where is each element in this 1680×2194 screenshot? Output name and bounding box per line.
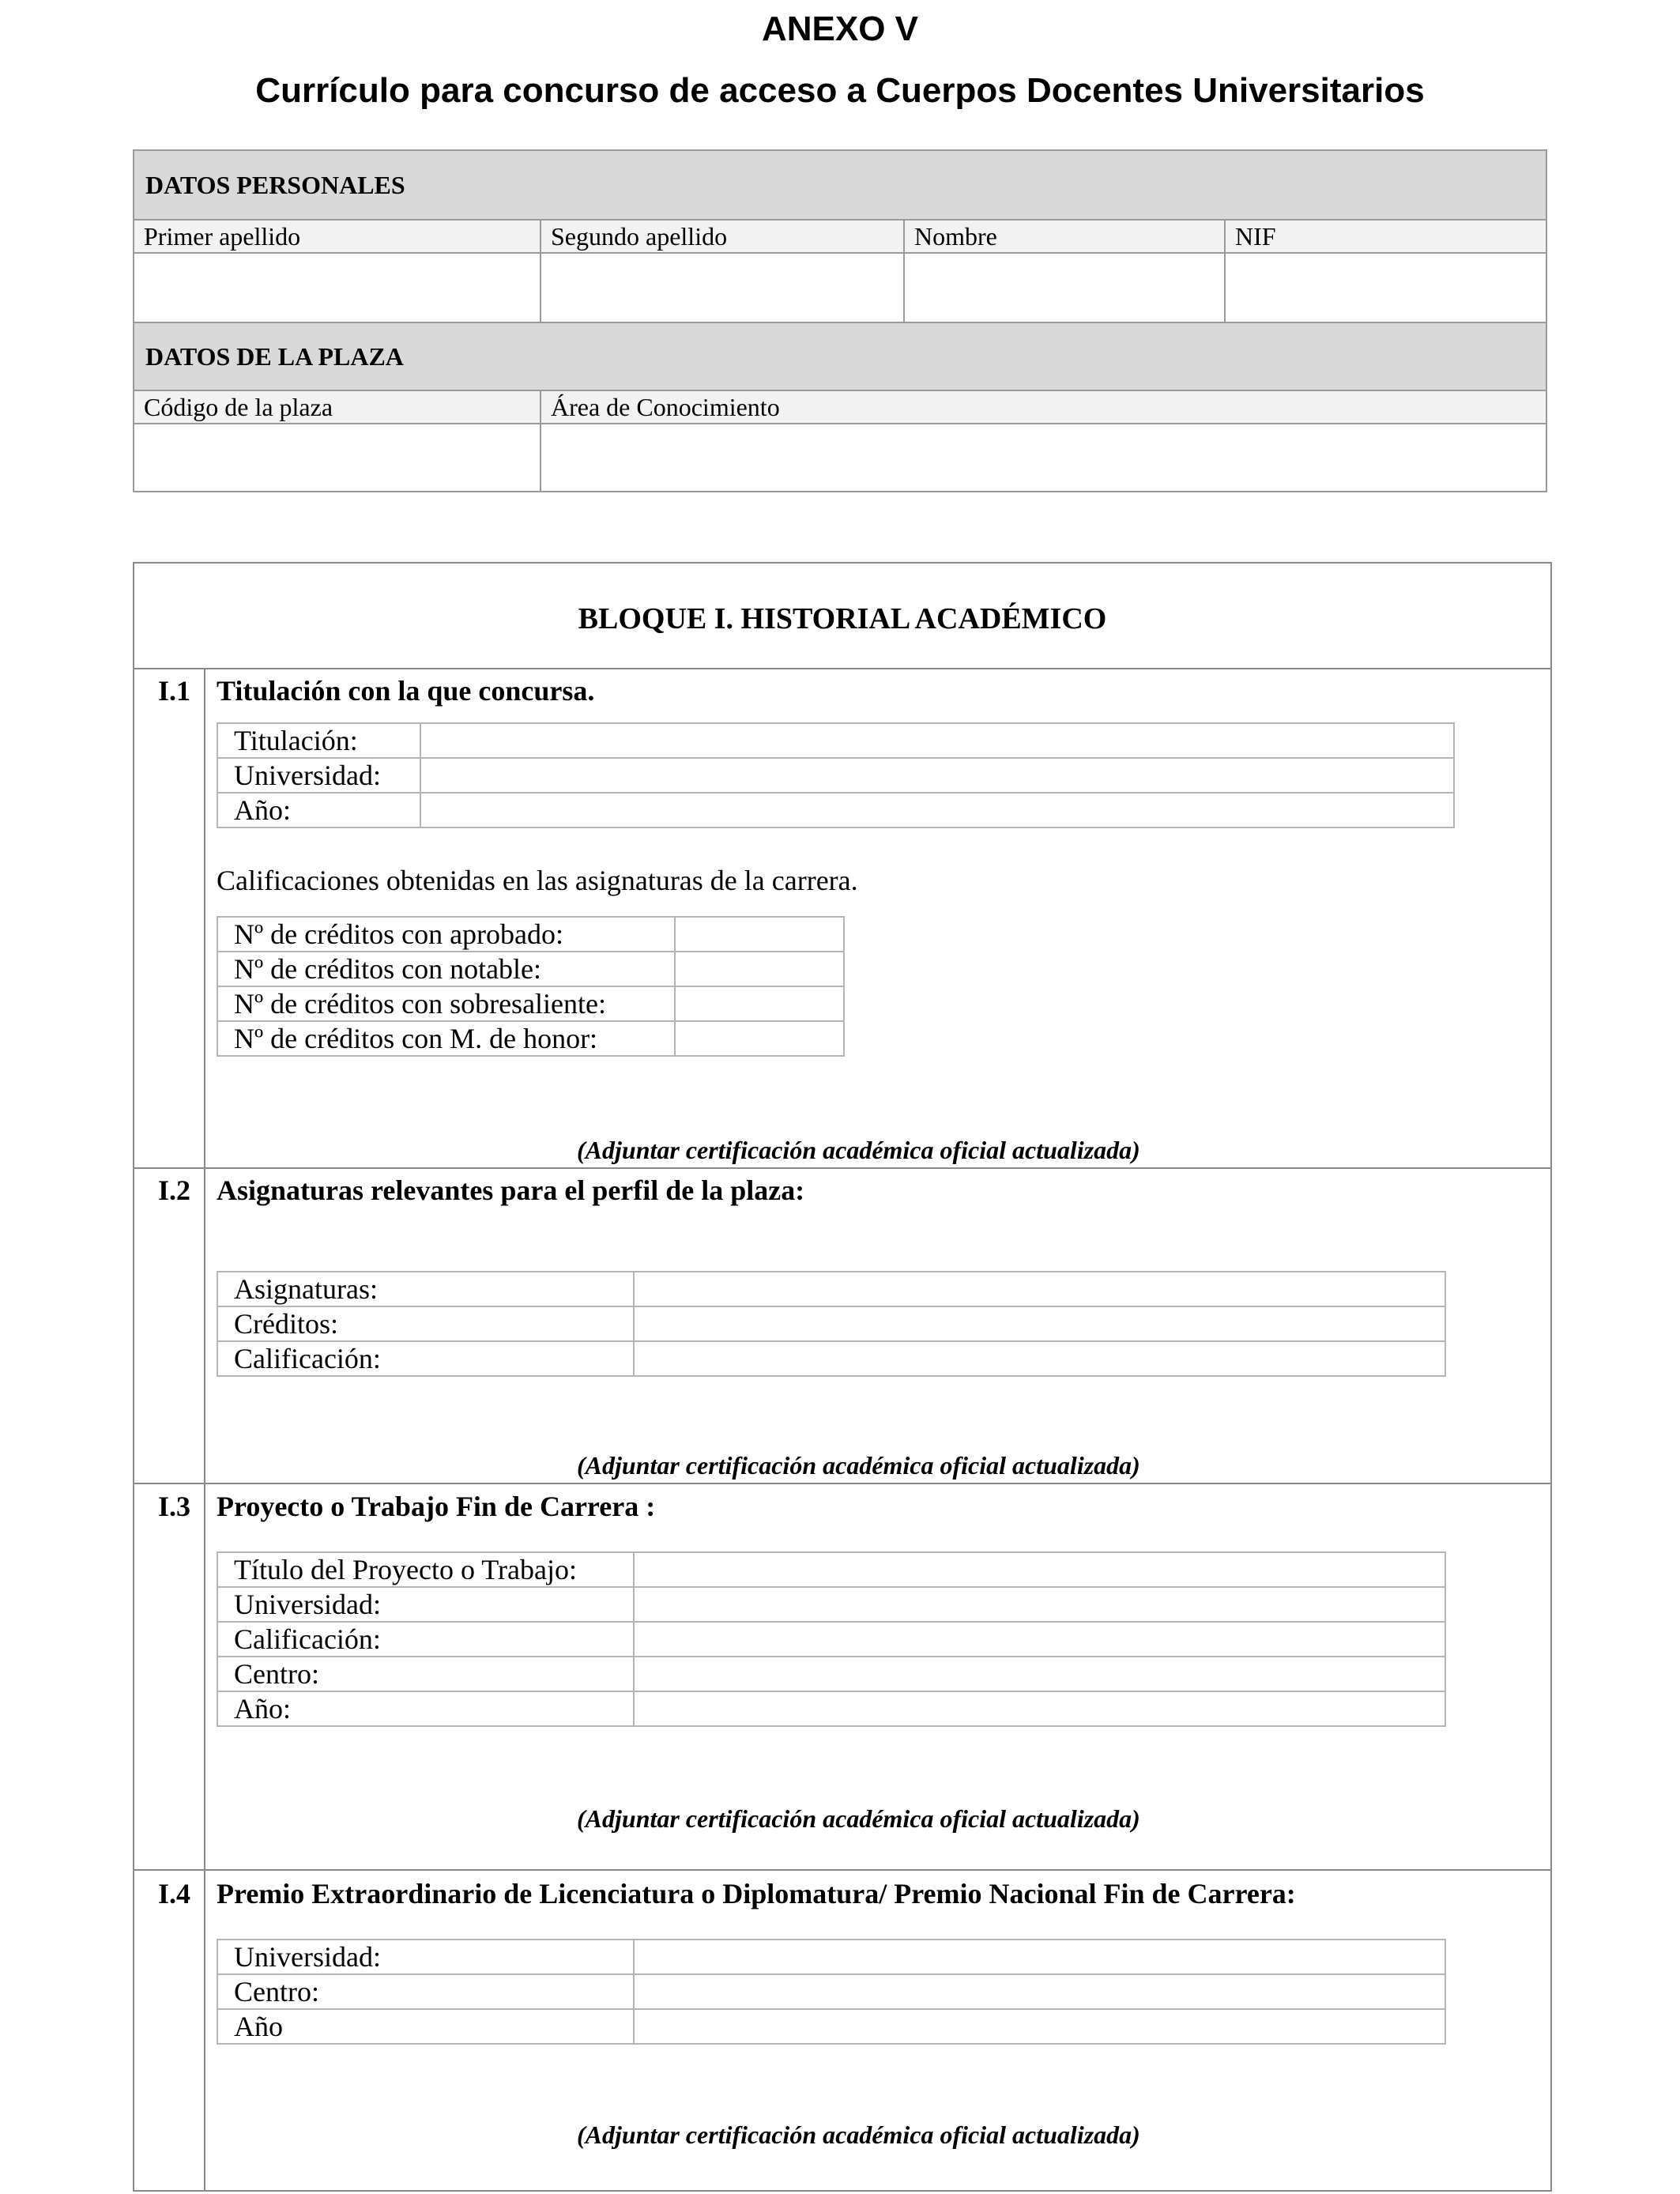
second-surname-field[interactable]: [541, 254, 905, 322]
row-label: Nº de créditos con M. de honor:: [217, 1021, 675, 1056]
section-number: I.1: [158, 675, 191, 707]
personal-data-header: DATOS PERSONALES: [134, 151, 1546, 219]
row-label: Centro:: [217, 1974, 634, 2009]
table-row: [217, 917, 844, 952]
section-number: I.3: [158, 1491, 191, 1522]
row-label: Año:: [217, 793, 420, 827]
first-surname-field[interactable]: [134, 254, 541, 322]
table-row: [217, 1587, 1445, 1622]
year-input[interactable]: [634, 1691, 1445, 1726]
table-row: [217, 1622, 1445, 1657]
university-input[interactable]: [634, 1587, 1445, 1622]
certification-note: (Adjuntar certificación académica oficial actualizada): [577, 2120, 1140, 2149]
project-title-input[interactable]: [634, 1552, 1445, 1587]
label-second-surname: Segundo apellido: [541, 221, 905, 252]
label-name: Nombre: [905, 221, 1226, 252]
degree-input[interactable]: [420, 723, 1454, 758]
credits-input[interactable]: [634, 1306, 1445, 1341]
row-label: Año: [217, 2009, 634, 2044]
label-plaza-code: Código de la plaza: [134, 391, 541, 423]
annex-title: ANEXO V: [761, 9, 919, 48]
degree-table: [217, 722, 1455, 828]
center-input[interactable]: [634, 1974, 1445, 2009]
center-input[interactable]: [634, 1657, 1445, 1691]
subjects-table: [217, 1271, 1446, 1377]
table-row: [217, 986, 844, 1021]
row-label: Universidad:: [217, 1587, 634, 1622]
table-row: [217, 758, 1454, 793]
section-title: Asignaturas relevantes para el perfil de la plaza:: [217, 1174, 805, 1206]
row-label: Año:: [217, 1691, 634, 1726]
certification-note: (Adjuntar certificación académica oficial actualizada): [577, 1804, 1140, 1833]
university-input[interactable]: [634, 1940, 1445, 1974]
row-label: Universidad:: [217, 758, 420, 793]
table-row: [217, 723, 1454, 758]
row-label: Nº de créditos con notable:: [217, 952, 675, 986]
table-row: [217, 1021, 844, 1056]
table-row: [217, 1657, 1445, 1691]
table-row: [217, 793, 1454, 827]
document-subtitle: Currículo para concurso de acceso a Cuerpos Docentes Universitarios: [255, 71, 1425, 110]
grade-input[interactable]: [634, 1341, 1445, 1376]
row-label: Título del Proyecto o Trabajo:: [217, 1552, 634, 1587]
row-label: Calificación:: [217, 1341, 634, 1376]
label-nif: NIF: [1226, 221, 1546, 252]
row-label: Centro:: [217, 1657, 634, 1691]
year-input[interactable]: [634, 2009, 1445, 2044]
university-input[interactable]: [420, 758, 1454, 793]
project-table: [217, 1551, 1446, 1727]
label-knowledge-area: Área de Conocimiento: [541, 391, 1546, 423]
row-label: Créditos:: [217, 1306, 634, 1341]
grade-input[interactable]: [634, 1622, 1445, 1657]
section-number: I.4: [158, 1878, 191, 1909]
section-title: Proyecto o Trabajo Fin de Carrera :: [217, 1491, 656, 1522]
row-label: Nº de créditos con aprobado:: [217, 917, 675, 952]
credits-outstanding-input[interactable]: [675, 986, 844, 1021]
award-table: [217, 1939, 1446, 2045]
row-label: Nº de créditos con sobresaliente:: [217, 986, 675, 1021]
table-row: [217, 1691, 1445, 1726]
row-label: Calificación:: [217, 1622, 634, 1657]
table-row: [217, 952, 844, 986]
nif-field[interactable]: [1226, 254, 1546, 322]
block-academic-history: [133, 562, 1552, 2192]
table-row: [217, 1306, 1445, 1341]
row-label: Universidad:: [217, 1940, 634, 1974]
grades-table: [217, 916, 845, 1057]
block-title: BLOQUE I. HISTORIAL ACADÉMICO: [578, 602, 1107, 635]
certification-note: (Adjuntar certificación académica oficial actualizada): [577, 1136, 1140, 1164]
year-input[interactable]: [420, 793, 1454, 827]
table-row: [217, 1940, 1445, 1974]
grades-intro: Calificaciones obtenidas en las asignaturas de la carrera.: [217, 865, 858, 896]
plaza-data-header: DATOS DE LA PLAZA: [134, 323, 1546, 390]
section-title: Premio Extraordinario de Licenciatura o Diplomatura/ Premio Nacional Fin de Carrera:: [217, 1878, 1296, 1909]
personal-data-table: [133, 149, 1547, 492]
name-field[interactable]: [905, 254, 1226, 322]
table-row: [217, 1552, 1445, 1587]
knowledge-area-field[interactable]: [541, 424, 1546, 491]
row-label: Asignaturas:: [217, 1272, 634, 1306]
credits-honor-input[interactable]: [675, 1021, 844, 1056]
table-row: [217, 1272, 1445, 1306]
table-row: [217, 2009, 1445, 2044]
plaza-code-field[interactable]: [134, 424, 541, 491]
credits-notable-input[interactable]: [675, 952, 844, 986]
section-title: Titulación con la que concursa.: [217, 675, 595, 707]
row-label: Titulación:: [217, 723, 420, 758]
table-row: [217, 1341, 1445, 1376]
table-row: [217, 1974, 1445, 2009]
subjects-input[interactable]: [634, 1272, 1445, 1306]
label-first-surname: Primer apellido: [134, 221, 541, 252]
section-number: I.2: [158, 1174, 191, 1206]
credits-pass-input[interactable]: [675, 917, 844, 952]
certification-note: (Adjuntar certificación académica oficial actualizada): [577, 1451, 1140, 1480]
